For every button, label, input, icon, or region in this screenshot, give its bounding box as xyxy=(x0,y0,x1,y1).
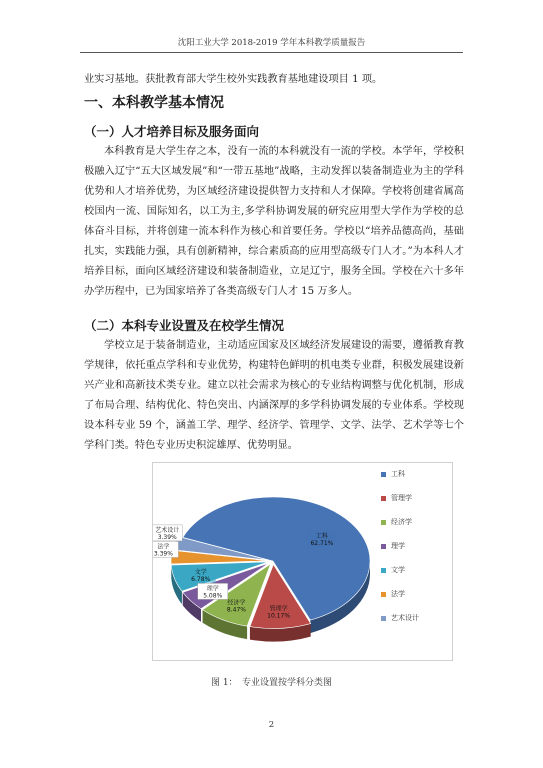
legend-label: 经济学 xyxy=(391,518,412,526)
page-number: 2 xyxy=(268,720,275,730)
legend-label: 法学 xyxy=(391,590,405,598)
pie-label-value-工科: 62.71% xyxy=(310,540,334,548)
subsection-heading-2: （二）本科专业设置及在校学生情况 xyxy=(84,318,285,333)
page-header: 沈阳工业大学 2018-2019 学年本科教学质量报告 xyxy=(177,38,366,48)
pie-label-name-管理学: 管理学 xyxy=(269,605,288,613)
pie-label-name-文学: 文学 xyxy=(194,568,207,576)
pie-chart-figure xyxy=(152,462,453,661)
legend-swatch xyxy=(381,520,386,525)
legend-item-工科 xyxy=(381,469,405,481)
pie-label-value-文学: 6.78% xyxy=(191,575,211,583)
legend-swatch xyxy=(381,616,386,621)
legend-swatch xyxy=(381,496,386,501)
pie-label-name-经济学: 经济学 xyxy=(227,599,246,607)
section-heading: 一、本科教学基本情况 xyxy=(84,95,224,111)
legend-item-经济学 xyxy=(381,517,412,529)
legend-label: 工科 xyxy=(391,470,405,478)
pie-label-value-经济学: 8.47% xyxy=(226,606,246,614)
legend-label: 管理学 xyxy=(391,494,412,502)
pie-label-value-艺术设计: 3.39% xyxy=(157,533,177,541)
pie-label-value-管理学: 10.17% xyxy=(267,612,291,620)
legend-item-管理学 xyxy=(381,493,412,505)
pie-label-value-理学: 5.08% xyxy=(203,592,223,600)
pie-label-name-工科: 工科 xyxy=(315,533,328,541)
paragraph-2: 学校立足于装备制造业，主动适应国家及区域经济发展建设的需要，遵循教育教学规律，依托重点学科和专业优势，构建特色鲜明的机电类专业群，积极发展建设新兴产业和高新技术类专业。建立以社会需求为核心的专业结构调整与优化机制，形成了布局合理、结构优化、特色突出、内涵深厚的多学科协调发展的专业体系。学校现设本科专业 59 个，涵盖工学、理学、经济学、管理学、文学、法学、艺术学等七个学科门类。特色专业历史积淀雄厚、优势明显。 xyxy=(84,340,464,451)
paragraph-1: 本科教育是大学生存之本，没有一流的本科就没有一流的学校。本学年，学校积极融入辽宁“五大区域发展”和“一带五基地”战略，主动发挥以装备制造业为主的学科优势和人才培养优势，为区域经济建设提供智力支持和人才保障。学校将创建省属高校国内一流、国际知名，以工为主,多学科协调发展的研究应用型大学作为学校的总体奋斗目标，并将创建一流本科作为核心和首要任务。学校以“培养品德高尚，基础扎实，实践能力强，具有创新精神，综合素质高的应用型高级专门人才。”为本科人才培养目标，面向区域经济建设和装备制造业，立足辽宁，服务全国。学校在六十多年办学历程中，已为国家培养了各类高级专门人才 15 万多人。 xyxy=(84,146,464,297)
legend-label: 艺术设计 xyxy=(391,614,419,622)
intro-line: 业实习基地。获批教育部大学生校外实践教育基地建设项目 1 项。 xyxy=(84,74,383,85)
legend-item-理学 xyxy=(381,541,405,553)
legend-item-艺术设计 xyxy=(381,613,419,625)
legend-label: 理学 xyxy=(391,542,405,550)
legend-swatch xyxy=(381,472,386,477)
pie-label-name-艺术设计: 艺术设计 xyxy=(155,526,180,534)
legend-item-法学 xyxy=(381,589,405,601)
figure-caption: 图 1： 专业设置按学科分类图 xyxy=(210,678,333,688)
legend-swatch xyxy=(381,544,386,549)
legend-item-文学 xyxy=(381,565,405,577)
legend-swatch xyxy=(381,592,386,597)
subsection-heading-1: （一）人才培养目标及服务面向 xyxy=(84,124,260,139)
legend-swatch xyxy=(381,568,386,573)
pie-label-name-理学: 理学 xyxy=(206,585,219,593)
pie-label-value-法学: 3.39% xyxy=(153,550,173,558)
pie-label-name-法学: 法学 xyxy=(157,543,170,551)
legend-label: 文学 xyxy=(391,566,405,574)
header-rule xyxy=(80,52,463,53)
